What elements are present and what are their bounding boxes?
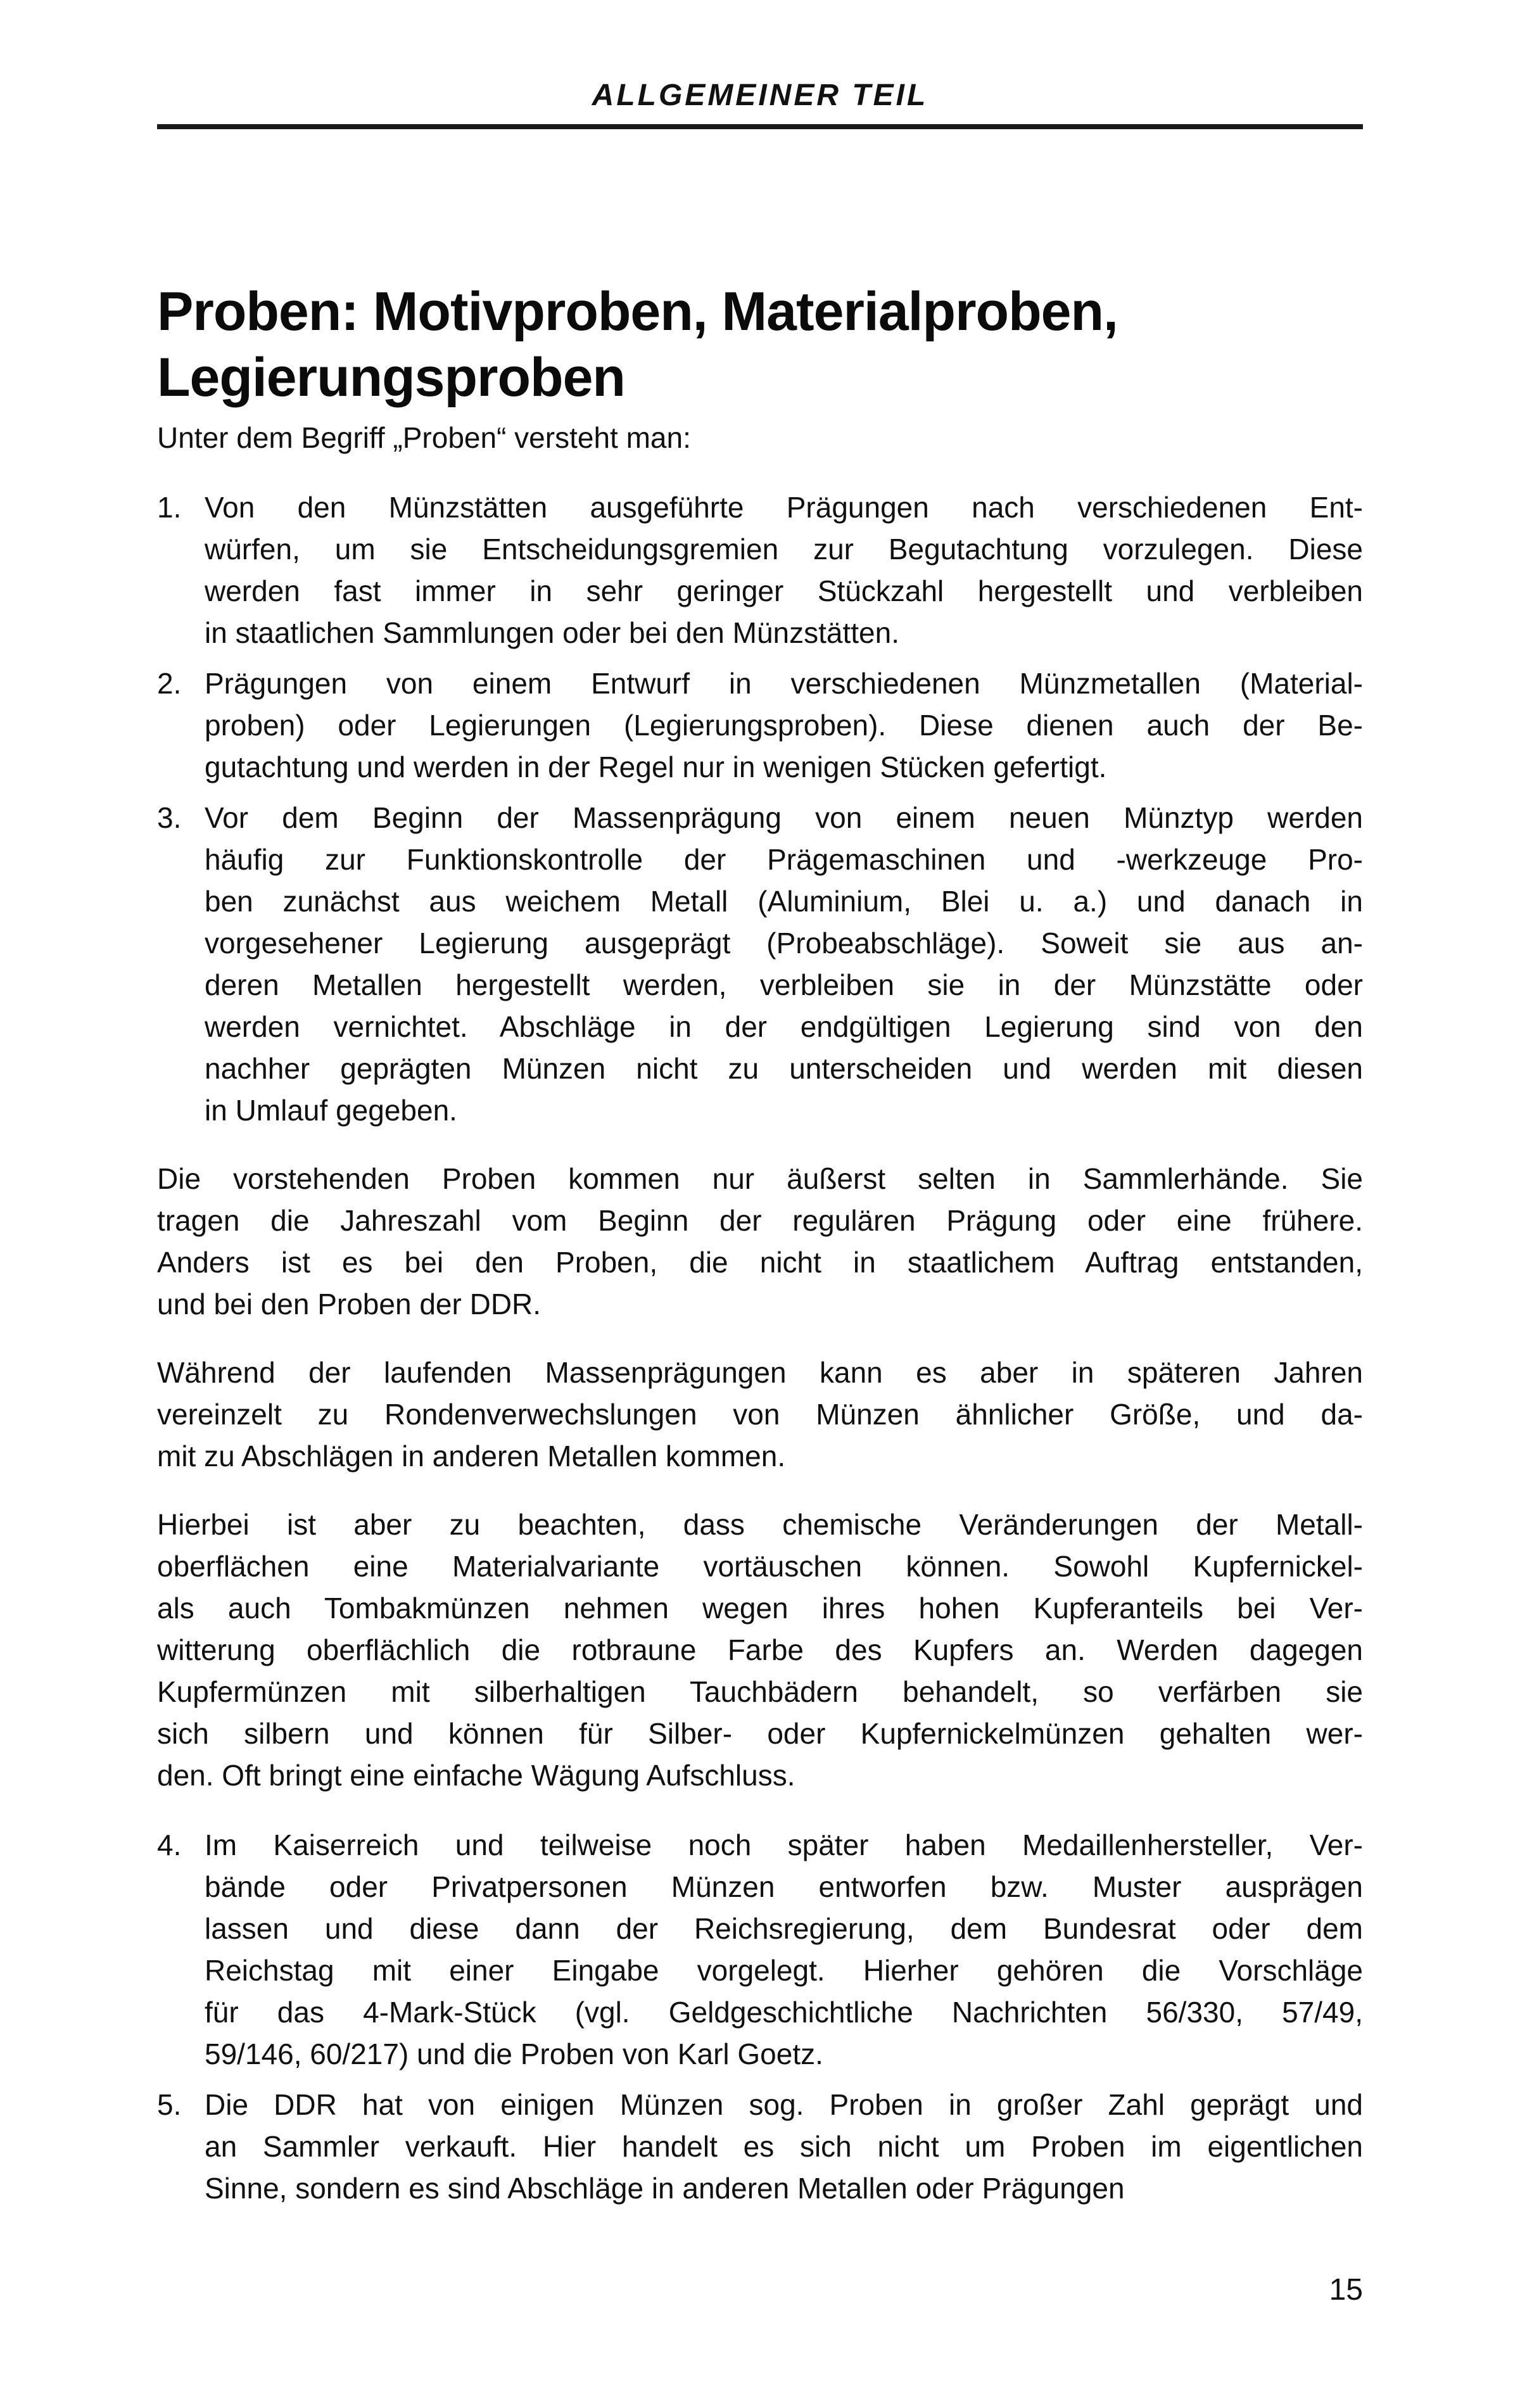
text-line: witterung oberflächlich die rotbraune Farbe des Kupfers an. Werden dagegen xyxy=(157,1633,1363,1666)
text-line: Sinne, sondern es sind Abschläge in anderen Metallen oder Prägungen xyxy=(205,2172,1125,2205)
lines xyxy=(205,486,1363,654)
text-line: nachher geprägten Münzen nicht zu unterscheiden und werden mit diesen xyxy=(205,1052,1363,1085)
paragraph xyxy=(157,1504,1363,1796)
text-line: Anders ist es bei den Proben, die nicht in staatlichem Auftrag entstanden, xyxy=(157,1246,1363,1279)
text-line: als auch Tombakmünzen nehmen wegen ihres hohen Kupferanteils bei Ver- xyxy=(157,1592,1363,1625)
text-line: mit zu Abschlägen in anderen Metallen kommen. xyxy=(157,1440,786,1473)
text-line: Unter dem Begriff „Proben“ versteht man: xyxy=(157,421,691,454)
lines xyxy=(157,1158,1363,1325)
text-line: Von den Münzstätten ausgeführte Prägungen nach verschiedenen Ent- xyxy=(205,491,1363,524)
text-line: 59/146, 60/217) und die Proben von Karl Goetz. xyxy=(205,2037,823,2070)
text-line: Die vorstehenden Proben kommen nur äußerst selten in Sammlerhände. Sie xyxy=(157,1162,1363,1195)
lines xyxy=(205,662,1363,788)
text-line: Die DDR hat von einigen Münzen sog. Proben in großer Zahl geprägt und xyxy=(205,2088,1363,2121)
text-line: Kupfermünzen mit silberhaltigen Tauchbädern behandelt, so verfärben sie xyxy=(157,1675,1363,1708)
text-line: proben) oder Legierungen (Legierungsproben). Diese dienen auch der Be- xyxy=(205,709,1363,742)
text-line: sich silbern und können für Silber- oder Kupfernickelmünzen gehalten wer- xyxy=(157,1717,1363,1750)
text-line: häufig zur Funktionskontrolle der Prägemaschinen und -werkzeuge Pro- xyxy=(205,843,1363,876)
text-line: Im Kaiserreich und teilweise noch später haben Medaillenhersteller, Ver- xyxy=(205,1828,1363,1861)
item-number: 3. xyxy=(157,801,182,834)
lines xyxy=(157,1352,1363,1477)
paragraph xyxy=(157,417,1363,459)
text-line: in Umlauf gegeben. xyxy=(205,1094,457,1127)
text-line: für das 4-Mark-Stück (vgl. Geldgeschichtliche Nachrichten 56/330, 57/49, xyxy=(205,1996,1363,2029)
item-number: 2. xyxy=(157,667,182,700)
text-line: tragen die Jahreszahl vom Beginn der regulären Prägung oder eine frühere. xyxy=(157,1204,1363,1237)
lines xyxy=(205,2084,1363,2209)
item-number: 4. xyxy=(157,1828,182,1861)
lines xyxy=(205,797,1363,1131)
list-item xyxy=(157,662,1363,788)
text-line: an Sammler verkauft. Hier handelt es sich nicht um Proben im eigentlichen xyxy=(205,2130,1363,2163)
text-line: werden vernichtet. Abschläge in der endgültigen Legierung sind von den xyxy=(205,1010,1363,1043)
text-line: gutachtung und werden in der Regel nur in wenigen Stücken gefertigt. xyxy=(205,751,1107,783)
running-header: ALLGEMEINER TEIL xyxy=(592,79,928,112)
header-rule-divider xyxy=(157,124,1363,129)
lines xyxy=(157,417,1363,459)
list-item xyxy=(157,486,1363,654)
text-line: würfen, um sie Entscheidungsgremien zur Begutachtung vorzulegen. Diese xyxy=(205,533,1363,566)
paragraph xyxy=(157,1158,1363,1325)
lines xyxy=(157,1504,1363,1796)
text-line: Reichstag mit einer Eingabe vorgelegt. Hierher gehören die Vorschläge xyxy=(205,1954,1363,1987)
text-line: Vor dem Beginn der Massenprägung von einem neuen Münztyp werden xyxy=(205,801,1363,834)
text-line: in staatlichen Sammlungen oder bei den Münzstätten. xyxy=(205,616,899,649)
list-item xyxy=(157,797,1363,1131)
text-line: vorgesehener Legierung ausgeprägt (Probeabschläge). Soweit sie aus an- xyxy=(205,927,1363,960)
text-line: Während der laufenden Massenprägungen kann es aber in späteren Jahren xyxy=(157,1356,1363,1389)
text-line: Hierbei ist aber zu beachten, dass chemische Veränderungen der Metall- xyxy=(157,1508,1363,1541)
list-item xyxy=(157,2084,1363,2209)
text-line: vereinzelt zu Rondenverwechslungen von Münzen ähnlicher Größe, und da- xyxy=(157,1398,1363,1431)
text-line: deren Metallen hergestellt werden, verbleiben sie in der Münzstätte oder xyxy=(205,968,1363,1001)
text-line: oberflächen eine Materialvariante vortäuschen können. Sowohl Kupfernickel- xyxy=(157,1550,1363,1583)
lines xyxy=(205,1824,1363,2075)
text-line: werden fast immer in sehr geringer Stückzahl hergestellt und verbleiben xyxy=(205,574,1363,607)
text-line: Prägungen von einem Entwurf in verschiedenen Münzmetallen (Material- xyxy=(205,667,1363,700)
text-line: den. Oft bringt eine einfache Wägung Aufschluss. xyxy=(157,1759,795,1792)
text-line: lassen und diese dann der Reichsregierung, dem Bundesrat oder dem xyxy=(205,1912,1363,1945)
text-line: und bei den Proben der DDR. xyxy=(157,1288,542,1321)
page-body xyxy=(157,417,1363,2209)
text-line: ben zunächst aus weichem Metall (Aluminium, Blei u. a.) und danach in xyxy=(205,885,1363,918)
item-number: 1. xyxy=(157,491,182,524)
text-line: bände oder Privatpersonen Münzen entworfen bzw. Muster ausprägen xyxy=(205,1870,1363,1903)
page-number: 15 xyxy=(1329,2273,1363,2307)
item-number: 5. xyxy=(157,2088,182,2121)
page-title: Proben: Motivproben, Materialproben, Legierungsproben xyxy=(157,281,1118,408)
list-item xyxy=(157,1824,1363,2075)
paragraph xyxy=(157,1352,1363,1477)
